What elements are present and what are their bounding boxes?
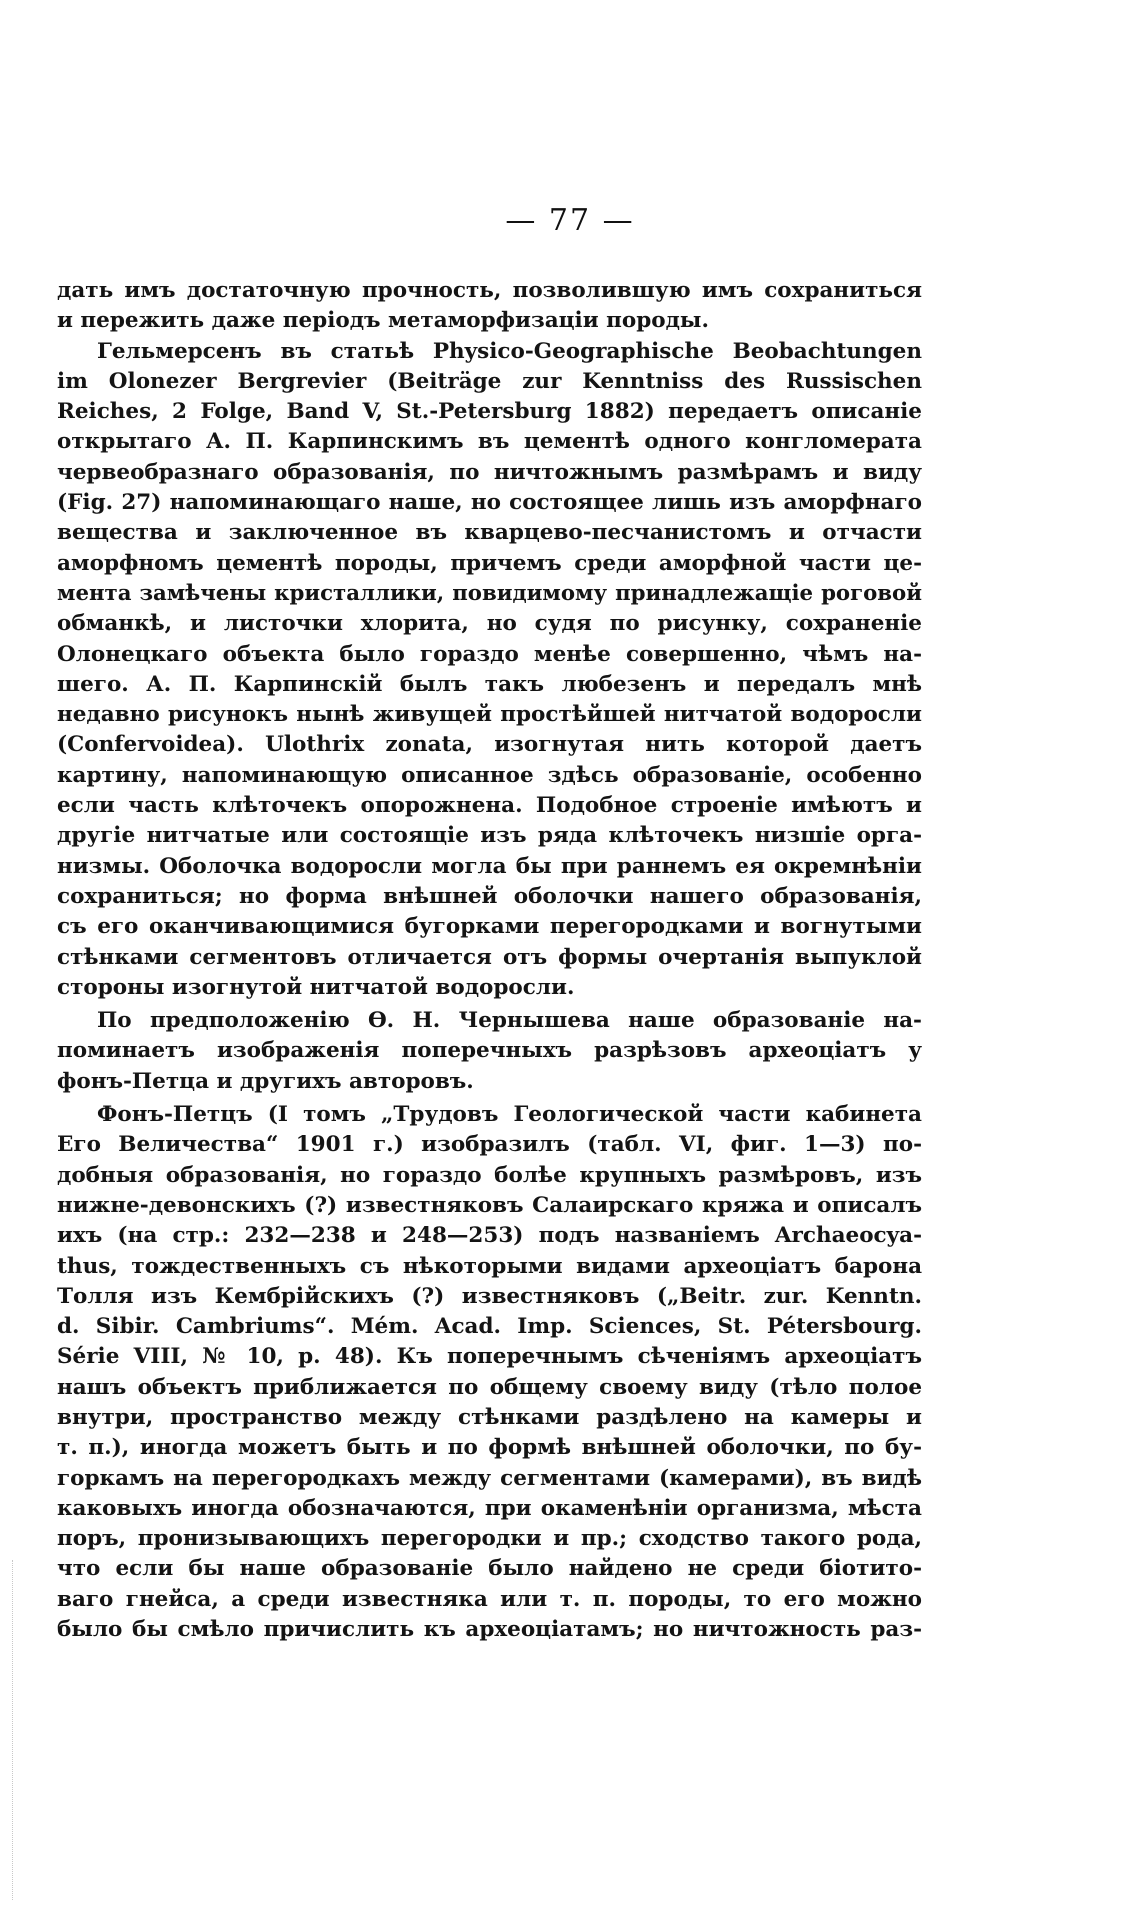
text-line: поръ, пронизывающихъ перегородки и пр.; сходство такого рода, (57, 1526, 922, 1552)
text-line: добныя образованія, но гораздо болѣе крупныхъ размѣровъ, изъ (57, 1162, 922, 1188)
text-line: Reiches, 2 Folge, Band V, St.-Petersburg 1882) передаетъ описаніе (57, 399, 922, 425)
text-line: фонъ-Петца и другихъ авторовъ. (57, 1068, 474, 1094)
text-line: Толля изъ Кембрійскихъ (?) известняковъ („Beitr. zur. Kenntn. (57, 1283, 922, 1309)
paragraph-first-line: По предположенію Ѳ. Н. Чернышева наше образованіе на- (97, 1008, 922, 1034)
text-line: было бы смѣло причислить къ археоціатамъ; но ничтожность раз- (57, 1617, 922, 1643)
text-line: и пережить даже періодъ метаморфизаціи породы. (57, 308, 709, 334)
paragraph-first-line: Фонъ-Петцъ (I томъ „Трудовъ Геологической части кабинета (97, 1102, 922, 1128)
text-line: вещества и заключенное въ кварцево-песчанистомъ и отчасти (57, 520, 922, 546)
text-line: thus, тождественныхъ съ нѣкоторыми видами археоціатъ барона (57, 1253, 922, 1279)
text-line: внутри, пространство между стѣнками раздѣлено на камеры и (57, 1404, 922, 1430)
text-line: d. Sibir. Cambriums“. Mém. Acad. Imp. Sciences, St. Pétersbourg. (57, 1314, 922, 1340)
text-line: шего. А. П. Карпинскій былъ такъ любезенъ и передалъ мнѣ (57, 671, 922, 697)
text-line: стороны изогнутой нитчатой водоросли. (57, 974, 575, 1000)
text-line: поминаетъ изображенія поперечныхъ разрѣзовъ археоціатъ у (57, 1038, 922, 1064)
text-line: im Olonezer Bergrevier (Beiträge zur Kenntniss des Russischen (57, 368, 922, 394)
text-line: (Fig. 27) напоминающаго наше, но состоящее лишь изъ аморфнаго (57, 490, 922, 516)
text-line: аморфномъ цементѣ породы, причемъ среди аморфной части це- (57, 550, 922, 576)
text-line: червеобразнаго образованія, по ничтожнымъ размѣрамъ и виду (57, 459, 922, 485)
text-line: сохраниться; но форма внѣшней оболочки нашего образованія, (57, 883, 922, 909)
text-line: картину, напоминающую описанное здѣсь образованіе, особенно (57, 762, 922, 788)
body-text (57, 276, 922, 1645)
text-line: ихъ (на стр.: 232—238 и 248—253) подъ названіемъ Archaeocya- (57, 1223, 922, 1249)
text-line: если часть клѣточекъ опорожнена. Подобное строеніе имѣютъ и (57, 793, 922, 819)
text-line: дать имъ достаточную прочность, позволившую имъ сохраниться (57, 278, 922, 303)
text-line: т. п.), иногда можетъ быть и по формѣ внѣшней оболочки, по бу- (57, 1435, 922, 1461)
text-line: Олонецкаго объекта было гораздо менѣе совершенно, чѣмъ на- (57, 641, 922, 667)
text-line: (Confervoidea). Ulothrix zonata, изогнутая нить которой даетъ (57, 732, 922, 758)
text-line: другіе нитчатые или состоящіе изъ ряда клѣточекъ низшіе орга- (57, 823, 922, 849)
text-line: нижне-девонскихъ (?) известняковъ Салаирскаго кряжа и описалъ (57, 1192, 922, 1218)
scan-margin-marks (12, 1560, 15, 1900)
text-line: нашъ объектъ приближается по общему своему виду (тѣло полое (57, 1374, 922, 1400)
text-line: открытаго А. П. Карпинскимъ въ цементѣ одного конгломерата (57, 429, 922, 455)
text-line: низмы. Оболочка водоросли могла бы при раннемъ ея окремнѣніи (57, 853, 922, 879)
text-line: каковыхъ иногда обозначаются, при окаменѣніи организма, мѣста (57, 1495, 922, 1521)
page-number: — 77 — (505, 203, 635, 238)
text-line: что если бы наше образованіе было найдено не среди біотито- (57, 1556, 922, 1582)
text-line: съ его оканчивающимися бугорками перегородками и вогнутыми (57, 914, 922, 940)
text-line: мента замѣчены кристаллики, повидимому принадлежащіе роговой (57, 580, 922, 606)
paragraph-first-line: Гельмерсенъ въ статьѣ Physico-Geographische Beobachtungen (97, 338, 922, 364)
text-line: обманкѣ, и листочки хлорита, но судя по рисунку, сохраненіе (57, 611, 922, 637)
text-line: Série VIII, № 10, p. 48). Къ поперечнымъ сѣченіямъ археоціатъ (57, 1344, 922, 1370)
text-line: Его Величества“ 1901 г.) изобразилъ (табл. VI, фиг. 1—3) по- (57, 1132, 922, 1158)
text-line: горкамъ на перегородкахъ между сегментами (камерами), въ видѣ (57, 1465, 922, 1491)
text-line: недавно рисунокъ нынѣ живущей простѣйшей нитчатой водоросли (57, 702, 922, 728)
text-line: ваго гнейса, а среди известняка или т. п. породы, то его можно (57, 1586, 922, 1612)
text-line: стѣнками сегментовъ отличается отъ формы очертанія выпуклой (57, 944, 922, 970)
